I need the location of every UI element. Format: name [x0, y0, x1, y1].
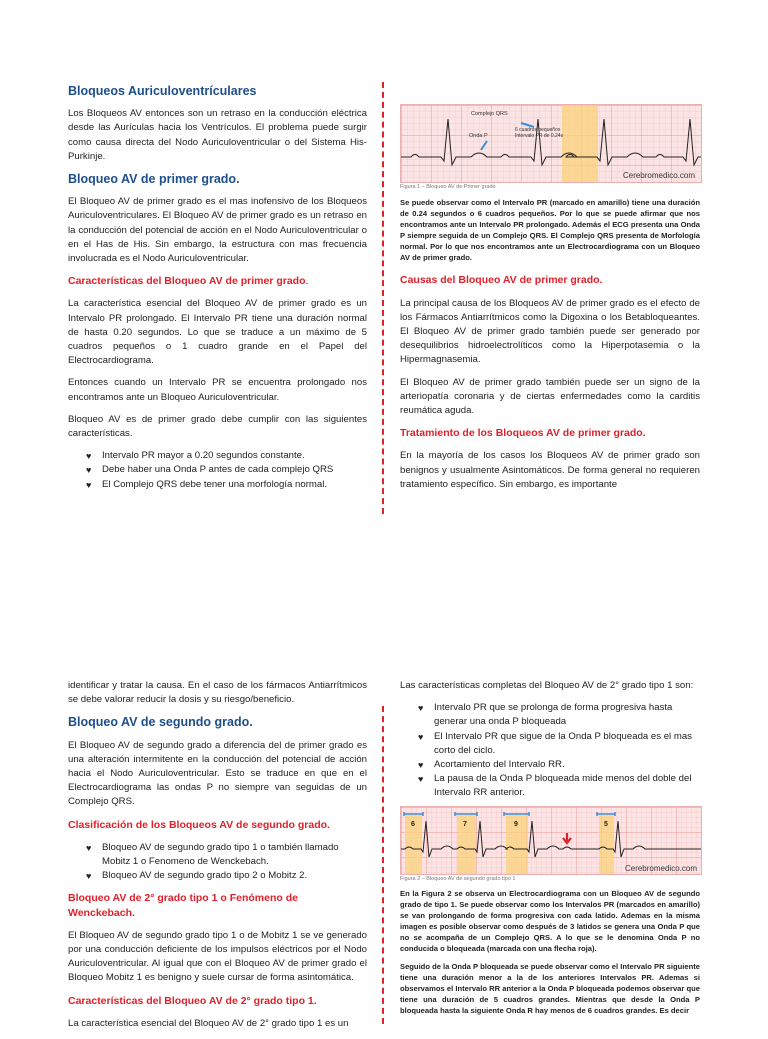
paragraph: Los Bloqueos AV entonces son un retraso en la conducción eléctrica desde las Aurículas hacia los Ventrículos. El problema puede surgir como causa directa del Nodo Auriculoventricular o del Sistema His-Purkinje. [68, 108, 367, 162]
figure-description: Se puede observar como el Intervalo PR (marcado en amarillo) tiene una duración de 0.24 segundos o 6 cuadros pequeños. Por lo que se puede afirmar que nos encontramos ante un Intervalo PR prolongado. Además el ECG presenta una Onda P siempre seguida de un Complejo QRS. El Complejo QRS presenta de Morfología normal. Por lo que nos encontramos ante un Electrocardiograma con un Bloqueo AV de primer grado. [400, 198, 700, 262]
page2-right-column-bottom [400, 889, 700, 1025]
heading-bloqueos-av: Bloqueos Auriculoventrículares [68, 84, 257, 98]
label-onda-p: Onda P [469, 133, 488, 139]
column-divider-top [382, 82, 384, 514]
list-item: ♥ El Complejo QRS debe tener una morfología normal. [68, 478, 367, 492]
interval-number: 9 [514, 821, 518, 828]
list-item: ♥ Debe haber una Onda P antes de cada complejo QRS [68, 463, 367, 477]
figure-description: En la Figura 2 se observa un Electrocardiograma con un Bloqueo AV de segundo grado de tipo 1. Se puede observar como los Intervalos PR (marcados en amarillo) se van prolongando de forma progresiva con cada latido. Ademas en la misma imagen es posible observar como después de 3 latidos se genera una Onda P que no se acompaña de un Complejo QRS. A lo que se le denomina Onda P no conducida o bloqueada (marcada con una flecha roja). [400, 889, 700, 953]
paragraph: En la mayoría de los casos los Bloqueos AV de primer grado son benignos y usualmente Asintomáticos. De forma general no requieren tratamiento específico. Sin embargo, es importante [400, 450, 700, 490]
bullet-list [68, 449, 367, 492]
bullet-list [400, 701, 700, 800]
heading-period: . [305, 275, 309, 288]
interval-number: 7 [463, 821, 467, 828]
list-item: ♥ La pausa de la Onda P bloqueada mide menos del doble del Intervalo RR anterior. [400, 772, 700, 800]
label-pr-interval: 6 cuadros pequeños Intervalo PR de 0.24s [515, 127, 564, 139]
heading-caracteristicas [68, 274, 367, 288]
watermark: Cerebromedico.com [624, 864, 697, 873]
heading-caracteristicas-tipo1: Características del Bloqueo AV de 2° grado tipo 1. [68, 994, 317, 1007]
heading-wenckebach: Bloqueo AV de 2° grado tipo 1 o Fenómeno de Wenckebach. [68, 892, 298, 919]
list-item: ♥ Bloqueo AV de segundo grado tipo 1 o también llamado Mobitz 1 o Fenomeno de Wenckebach. [68, 841, 367, 869]
paragraph: identificar y tratar la causa. En el caso de los fármacos Antiarrítmicos se debe valorar reducir la dosis y su riesgo/beneficio. [68, 680, 367, 706]
list-item: ♥ Acortamiento del Intervalo RR. [400, 758, 700, 772]
ecg-figure-1 [400, 104, 702, 183]
heading-causas: Causas del Bloqueo AV de primer grado. [400, 274, 603, 287]
paragraph: El Bloqueo AV de segundo grado tipo 1 o de Mobitz 1 se ve generado por una conducción deficiente de los impulsos eléctricos por el Nodo Auriculoventricular. Al igual que con el Bloqueo AV de primer grado el Bloqueo Mobitz 1 es benigno y suele cursar de forma asintomática. [68, 929, 367, 984]
ecg-figure-2 [400, 806, 702, 875]
paragraph: El Bloqueo AV de segundo grado a diferencia del de primer grado es una alteración intermitente en la conducción del potencial de acción hacia el Nodo Auriculoventricular. Esto se traduce en que en el Electrocardiograma las ondas P no siempre van seguidas de un Complejo QRS. [68, 739, 367, 808]
paragraph: La característica esencial del Bloqueo AV de 2° grado tipo 1 es un [68, 1017, 349, 1029]
figure-description: Seguido de la Onda P bloqueada se puede observar como el Intervalo PR siguiente tiene una duración menor a la de los anteriores Intervalos PR. Ademas si observamos el Intervalo RR anterior a la Onda P bloqueada podemos observar que tiene una duración de 5 cuadros grandes. Mientras que desde la Onda P bloqueada hasta la siguiente Onda R hay menos de 6 cuadros grandes. Es decir [400, 962, 700, 1016]
heading-text: Características del Bloqueo AV de primer grado [68, 275, 306, 288]
paragraph: El Bloqueo AV de primer grado es el mas inofensivo de los Bloqueos Auriculoventriculares. El Bloqueo AV de primer grado es un retraso en la conducción del potencial de acción en el Nodo Auriculoventricular o en el Has de His. Sin embargo, la estructura con mas frecuencia involucrada es el Nodo Auriculoventricular. [68, 196, 367, 265]
paragraph: Bloqueo AV es de primer grado debe cumplir con las siguientes características. [68, 413, 367, 440]
list-item: ♥ Intervalo PR que se prolonga de forma progresiva hasta generar una onda P bloqueada [400, 701, 700, 729]
heading-segundo-grado: Bloqueo AV de segundo grado. [68, 715, 253, 730]
figure-caption: Figura 1 – Bloqueo AV de Primer grado [400, 184, 496, 190]
watermark: Cerebromedico.com [622, 171, 695, 180]
heading-clasificacion: Clasificación de los Bloqueos AV de segundo grado. [68, 818, 330, 831]
pr-interval-highlight [562, 105, 598, 182]
paragraph: La principal causa de los Bloqueos AV de primer grado es el efecto de los Fármacos Antiarrítmicos como la Digoxina o los Betabloqueantes. El Bloqueo AV de primer grado también puede ser generado por desequilibrios hidroelectrolíticos como la Hiperpotasemia o la Hipermagnasemia. [400, 297, 700, 366]
paragraph: La característica esencial del Bloqueo AV de primer grado es un Intervalo PR prolongado. El Intervalo PR tiene una duración normal de hasta 0.20 segundos. Lo que se traduce a un máximo de 5 cuadros pequeños o 1 cuadro grande en el Papel del Electrocardiograma. [68, 298, 367, 367]
list-item: ♥ Bloqueo AV de segundo grado tipo 2 o Mobitz 2. [68, 869, 367, 883]
paragraph: Entonces cuando un Intervalo PR se encuentra prolongado nos encontramos ante un Bloqueo Auriculoventricular. [68, 377, 367, 403]
paragraph: El Bloqueo AV de primer grado también puede ser un signo de la arteriopatía coronaria y de ciertas enfermedades como la carditis reumática aguda. [400, 376, 700, 417]
paragraph: Las características completas del Bloqueo AV de 2° grado tipo 1 son: [400, 680, 694, 691]
list-item: ♥ Intervalo PR mayor a 0.20 segundos constante. [68, 449, 367, 463]
heading-primer-grado: Bloqueo AV de primer grado. [68, 172, 240, 187]
label-complejo-qrs: Complejo QRS [471, 111, 508, 117]
interval-number: 5 [604, 821, 608, 828]
bullet-list [68, 841, 367, 884]
interval-number: 6 [411, 821, 415, 828]
page2-right-column-top [400, 679, 700, 809]
page2-left-column [68, 679, 367, 1039]
page1-right-column [400, 198, 700, 500]
page1-left-column [68, 84, 367, 500]
heading-tratamiento: Tratamiento de los Bloqueos AV de primer grado. [400, 427, 646, 440]
figure-caption: Figura 2 – Bloqueo AV de segundo grado tipo 1 [400, 876, 516, 882]
list-item: ♥ El Intervalo PR que sigue de la Onda P bloqueada es el mas corto del ciclo. [400, 730, 700, 758]
column-divider-bottom [382, 706, 384, 1024]
